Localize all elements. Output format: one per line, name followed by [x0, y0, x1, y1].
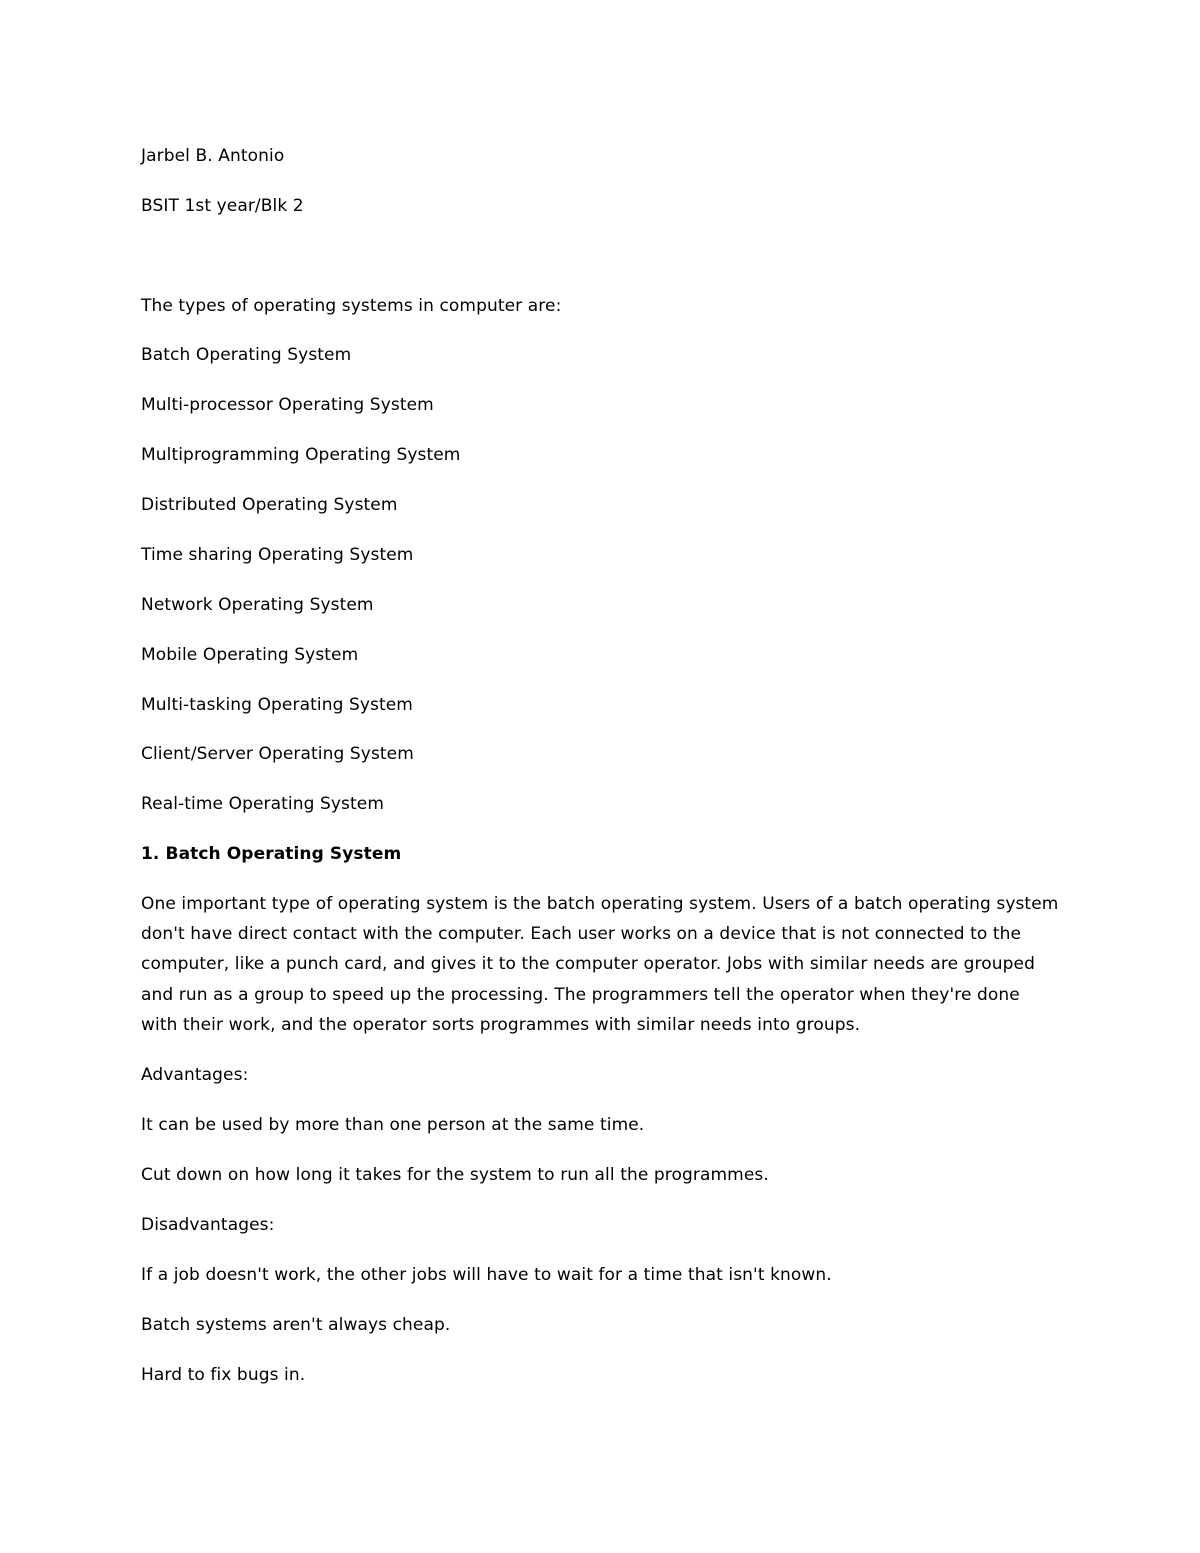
os-type-item: Multi-processor Operating System	[141, 395, 434, 415]
advantage-item: Cut down on how long it takes for the system to run all the programmes.	[141, 1165, 769, 1185]
disadvantage-item: Batch systems aren't always cheap.	[141, 1315, 451, 1335]
course-info: BSIT 1st year/Blk 2	[141, 196, 304, 216]
author-name: Jarbel B. Antonio	[141, 146, 285, 166]
intro-text: The types of operating systems in computer are:	[141, 296, 562, 316]
section-paragraph: One important type of operating system is the batch operating system. Users of a batch operating system don't have direct contact with the computer. Each user works on a device that is not connected to the computer, like a punch card, and gives it to the computer operator. Jobs with similar needs are grouped and run as a group to speed up the processing. The programmers tell the operator when they're done with their work, and the operator sorts programmes with similar needs into groups.	[141, 894, 1059, 1035]
advantages-label: Advantages:	[141, 1065, 249, 1085]
os-type-item: Network Operating System	[141, 595, 374, 615]
section-heading: 1. Batch Operating System	[141, 844, 402, 864]
advantage-item: It can be used by more than one person at the same time.	[141, 1115, 645, 1135]
os-type-item: Time sharing Operating System	[141, 545, 414, 565]
disadvantage-item: Hard to fix bugs in.	[141, 1365, 306, 1385]
disadvantage-item: If a job doesn't work, the other jobs will have to wait for a time that isn't known.	[141, 1265, 832, 1285]
os-type-item: Real-time Operating System	[141, 794, 384, 814]
os-type-item: Distributed Operating System	[141, 495, 398, 515]
os-type-item: Mobile Operating System	[141, 645, 359, 665]
os-type-item: Batch Operating System	[141, 345, 352, 365]
os-type-item: Client/Server Operating System	[141, 744, 414, 764]
disadvantages-label: Disadvantages:	[141, 1215, 275, 1235]
os-type-item: Multi-tasking Operating System	[141, 695, 413, 715]
os-type-item: Multiprogramming Operating System	[141, 445, 461, 465]
